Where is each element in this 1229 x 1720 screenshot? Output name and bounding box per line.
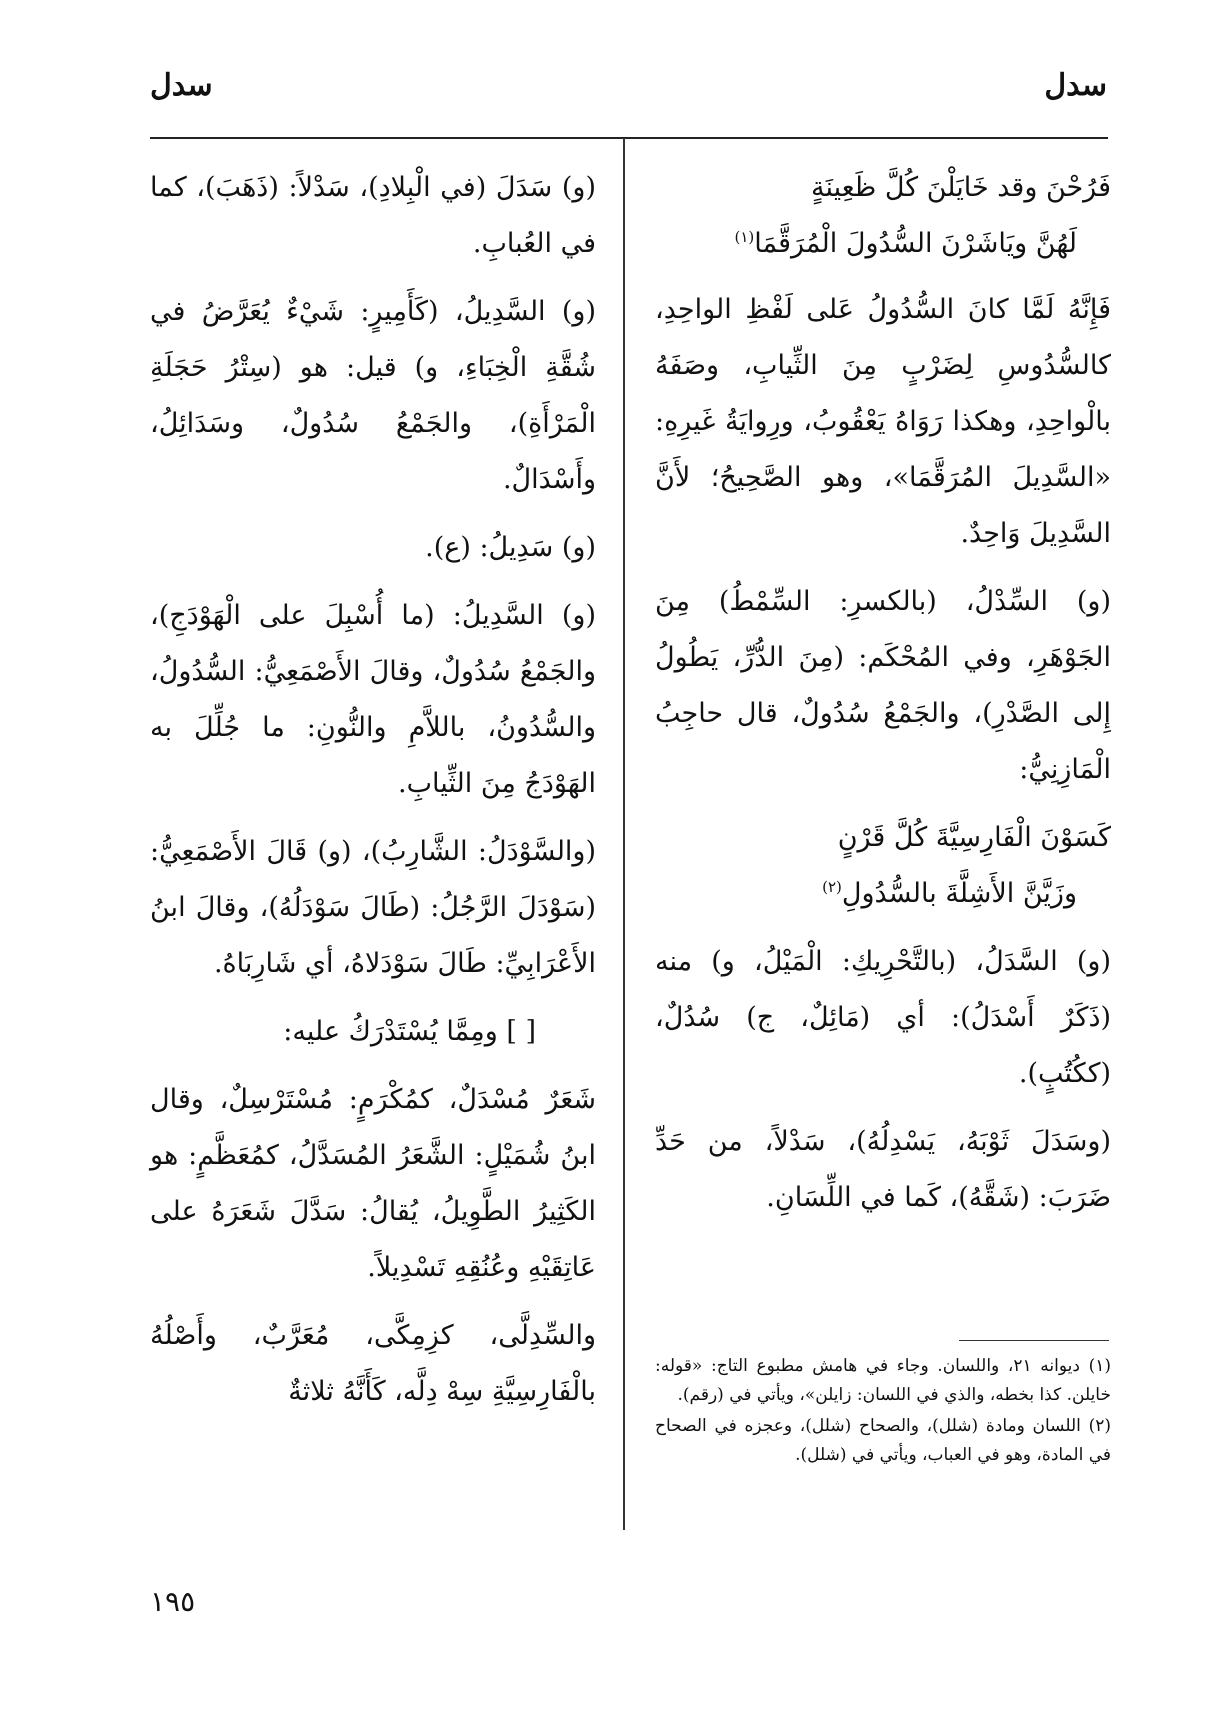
entry-paragraph: (و) السِّدْلُ، (بالكسرِ: السِّمْطُ) مِنَ الجَوْهَرِ، وفي المُحْكَم: (مِنَ الدُّرِّ، يَطُولُ إِلى الصَّدْرِ)، والجَمْعُ سُدُولٌ، قال حاجِبُ الْمَازِنِيُّ: [655,586,1111,785]
right-column [655,160,1111,1238]
footnotes [655,1352,1111,1472]
page-number: ١٩٥ [150,1585,196,1618]
entry-paragraph: (و) السَّدِيلُ: (ما أُسْبِلَ على الْهَوْدَجِ)، والجَمْعُ سُدُولٌ، وقالَ الأَصْمَعِيُّ: السُّدُولُ، والسُّدُونُ، باللاَّمِ والنُّونِ: ما جُلِّلَ به الهَوْدَجُ مِنَ الثِّيابِ. [150,600,596,799]
entry-paragraph: (و) سَدِيلُ: (ع). [425,532,596,563]
verse-2-line-2 [655,866,1111,922]
entry-paragraph: (و) سَدَلَ (في الْبِلادِ)، سَدْلاً: (ذَهَبَ)، كما في العُبابِ. [150,172,596,259]
header-rule [150,137,1108,139]
footnote-ref-1: (١) [734,228,755,246]
verse-1-line-2-text: لَهُنَّ ويَاشَرْنَ السُّدُولَ الْمُرَقَّمَا [754,228,1077,259]
entry-paragraph: شَعَرٌ مُسْدَلٌ، كمُكْرَمٍ: مُسْتَرْسِلٌ، وقال ابنُ شُمَيْلٍ: الشَّعَرُ المُسَدَّلُ، كمُعَظَّمٍ: هو الكَثِيرُ الطَّوِيلُ، يُقالُ: سَدَّلَ شَعَرَهُ على عَاتِقَيْهِ وعُنُقِهِ تَسْدِيلاً. [150,1084,596,1283]
addendum-heading: [ ] ومِمَّا يُسْتَدْرَكُ عليه: [283,1016,536,1047]
footnote-ref-2: (٢) [822,878,842,896]
footnote-1: (١) ديوانه ٢١، واللسان. وجاء في هامش مطبوع التاج: «قوله: خايلن. كذا بخطه، والذي في اللسان: زايلن»، ويأتي في (رقم). [655,1356,1111,1405]
footnote-rule [959,1340,1109,1341]
column-divider [623,138,625,1530]
entry-paragraph: (و) السَّدَلُ، (بالتَّحْرِيكِ: الْمَيْلُ، و) منه (ذَكَرٌ أَسْدَلُ): أي (مَائِلٌ، ج) سُدُلٌ، (ككُتُبٍ). [655,946,1111,1089]
entry-paragraph: (وسَدَلَ ثَوْبَهُ، يَسْدِلُهُ)، سَدْلاً، من حَدِّ ضَرَبَ: (شَقَّهُ)، كَما في اللِّسَانِ. [655,1126,1111,1213]
verse-2-line-1: كَسَوْنَ الْفَارِسِيَّةَ كُلَّ قَرْنٍ [837,822,1111,853]
left-column [150,160,596,1432]
entry-paragraph: (والسَّوْدَلُ: الشَّارِبُ)، (و) قَالَ الأَصْمَعِيُّ: (سَوْدَلَ الرَّجُلُ: (طَالَ سَوْدَلُهُ)، وقالَ ابنُ الأَعْرَابِيِّ: طَالَ سَوْدَلاهُ، أي شَارِبَاهُ. [150,836,596,979]
footnote-2: (٢) اللسان ومادة (شلل)، والصحاح (شلل)، وعجزه في الصحاح في المادة، وهو في العباب، ويأتي في (شلل). [655,1416,1111,1465]
verse-1-line-1: فَرُحْنَ وقد خَايَلْنَ كُلَّ ظَعِينَةٍ [810,172,1111,203]
running-head-right: سدل [1044,68,1107,103]
verse-2-line-2-text: وزَيَّنَّ الأَشِلَّةَ بالسُّدُولِ [841,878,1077,909]
running-head-left: سدل [150,68,213,103]
verse-1-line-2 [655,216,1111,272]
entry-paragraph: (و) السَّدِيلُ، (كَأَمِيرٍ: شَيْءٌ يُعَرَّضُ في شُقَّةِ الْخِبَاءِ، و) قيل: هو (سِتْرُ حَجَلَةِ الْمَرْأَةِ)، والجَمْعُ سُدُولٌ، وسَدَائِلُ، وأَسْدَالٌ. [150,296,596,495]
entry-paragraph: فَإِنَّهُ لَمَّا كانَ السُّدُولُ عَلى لَفْظِ الواحِدِ، كالسُّدُوسِ لِضَرْبٍ مِنَ الثِّيابِ، وصَفَهُ بالْواحِدِ، وهكذا رَوَاهُ يَعْقُوبُ، ورِوايَةُ غَيرِهِ: «السَّدِيلَ المُرَقَّمَا»، وهو الصَّحِيحُ؛ لأَنَّ السَّدِيلَ وَاحِدٌ. [655,294,1111,549]
entry-paragraph: والسِّدِلَّى، كزِمِكَّى، مُعَرَّبٌ، وأَصْلُهُ بالْفَارِسِيَّةِ سِهْ دِلَّه، كَأَنَّهُ ثلاثةٌ [150,1320,596,1407]
